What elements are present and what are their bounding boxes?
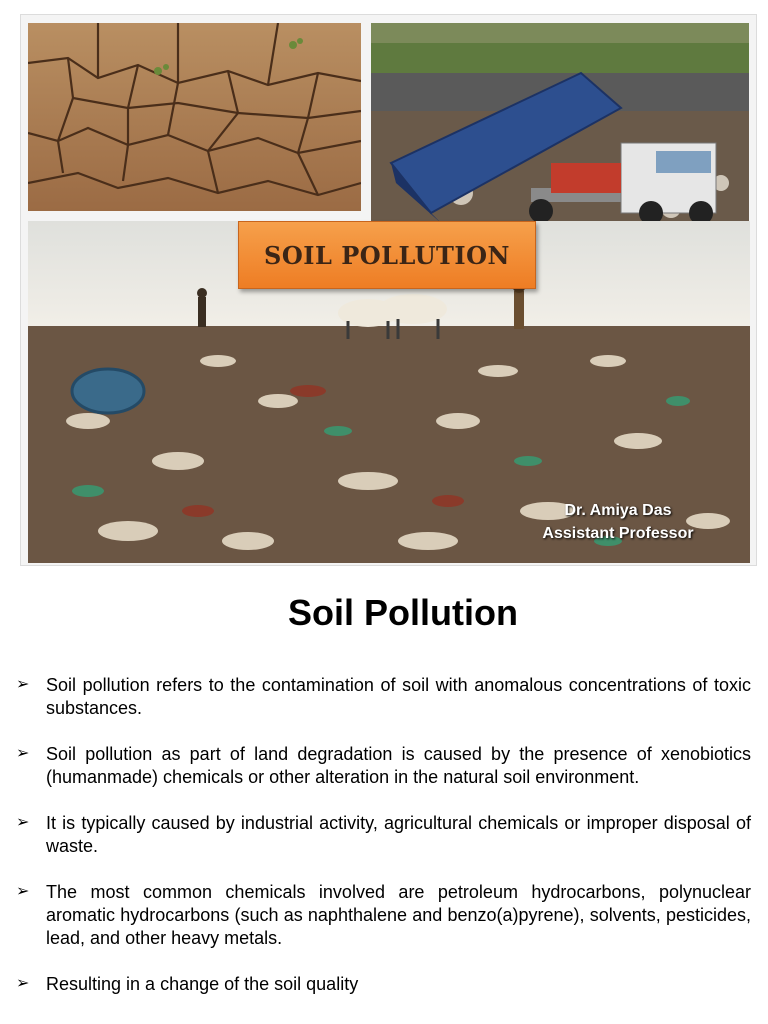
author-block (491, 499, 745, 545)
cover-collage (20, 14, 757, 566)
page-title: Soil Pollution (288, 592, 518, 633)
list-item (16, 743, 751, 789)
arrowhead-bullet-icon: ➢ (16, 883, 30, 900)
bullet-text: Soil pollution as part of land degradation is caused by the presence of xenobiotics (humanmade) chemicals or other alteration in the natural soil environment. (46, 744, 751, 787)
dump-truck-image (371, 23, 749, 225)
author-title: Assistant Professor (542, 525, 694, 542)
list-item (16, 881, 751, 950)
bullet-text: Soil pollution refers to the contamination of soil with anomalous concentrations of toxic substances. (46, 675, 751, 718)
arrowhead-bullet-icon: ➢ (16, 745, 30, 762)
cracked-soil-image (28, 23, 361, 211)
arrowhead-bullet-icon: ➢ (16, 676, 30, 693)
cover-title-text: SOIL POLLUTION (264, 240, 510, 270)
cover-title-banner (238, 221, 536, 289)
list-item (16, 674, 751, 720)
bullet-list (16, 674, 751, 1019)
bullet-text: Resulting in a change of the soil quality (46, 974, 359, 994)
list-item (16, 973, 751, 996)
list-item (16, 812, 751, 858)
bullet-text: The most common chemicals involved are petroleum hydrocarbons, polynuclear aromatic hydrocarbons (such as naphthalene and benzo(a)pyrene), solvents, pesticides, lead, and other heavy metals. (46, 882, 751, 948)
author-name: Dr. Amiya Das (564, 502, 672, 519)
arrowhead-bullet-icon: ➢ (16, 975, 30, 992)
arrowhead-bullet-icon: ➢ (16, 814, 30, 831)
bullet-text: It is typically caused by industrial activity, agricultural chemicals or improper disposal of waste. (46, 813, 751, 856)
